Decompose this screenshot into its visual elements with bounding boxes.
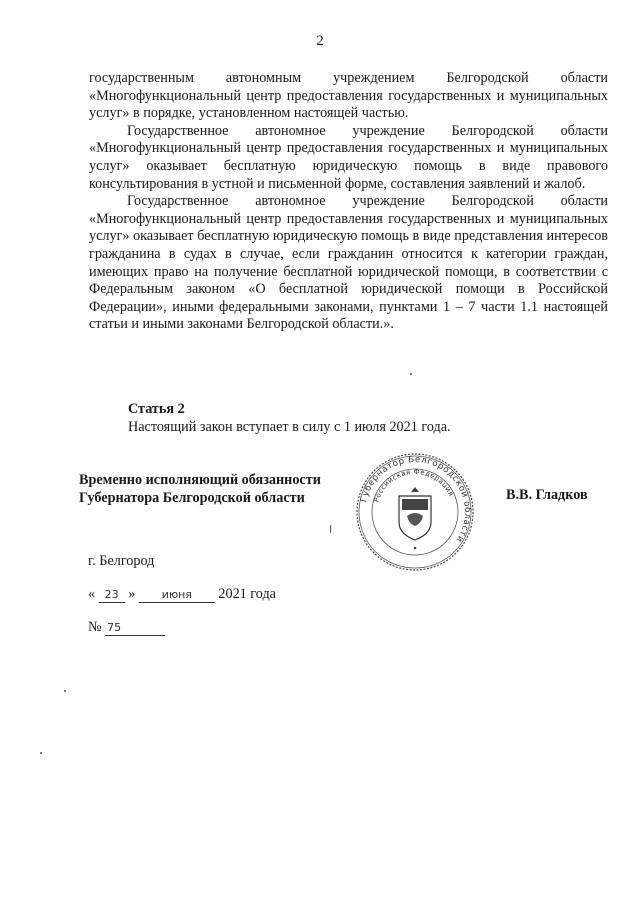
scan-speck: [64, 690, 66, 692]
signing-date: [88, 586, 276, 603]
place-of-signing: г. Белгород: [88, 553, 155, 569]
date-month: июня: [139, 588, 215, 603]
scan-speck: [330, 525, 331, 533]
date-close-quote: »: [128, 586, 136, 602]
seal-outer-text: Губернатор Белгородской области: [359, 454, 473, 545]
date-year: 2021 года: [218, 586, 276, 602]
article-title: Статья 2: [128, 401, 185, 417]
article-2: [128, 400, 608, 436]
position-line-2: Губернатора Белгородской области: [79, 490, 305, 506]
signatory-name: В.В. Гладков: [506, 487, 588, 503]
signatory-position: [79, 471, 349, 507]
date-day: 23: [99, 588, 125, 603]
scan-speck: [40, 752, 42, 754]
date-open-quote: «: [88, 586, 96, 602]
law-body: [89, 70, 608, 334]
position-line-1: Временно исполняющий обязанности: [79, 472, 321, 488]
number-sign: №: [88, 619, 102, 635]
official-seal: [355, 452, 475, 572]
number-value: 75: [105, 621, 165, 636]
document-number: [88, 619, 165, 636]
article-text: Настоящий закон вступает в силу с 1 июля 2021 года.: [128, 419, 451, 435]
paragraph-3: Государственное автономное учреждение Белгородской области «Многофункциональный центр предоставления государственных и муниципальных услуг» оказывает бесплатную юридическую помощь в виде представления интересов гражданина в судах в случае, если гражданин относится к категории граждан, имеющих право на получение бесплатной юридической помощи, в соответствии с Федеральным законом «О бесплатной юридической помощи в Российской Федерации», иными федеральными законами, пунктами 1 – 7 части 1.1 настоящей статьи и иными законами Белгородской области.».: [89, 193, 608, 333]
coat-of-arms-icon: [399, 487, 431, 549]
seal-inner-text: Российская Федерация: [372, 467, 456, 504]
page-number: 2: [316, 33, 324, 49]
paragraph-2: Государственное автономное учреждение Белгородской области «Многофункциональный центр предоставления государственных и муниципальных услуг» оказывает бесплатную юридическую помощь в виде правового консультирования в устной и письменной форме, составления заявлений и жалоб.: [89, 122, 608, 192]
paragraph-1: государственным автономным учреждением Белгородской области «Многофункциональный центр предоставления государственных и муниципальных услуг» в порядке, установленном настоящей частью.: [89, 70, 608, 122]
scan-speck: [410, 373, 412, 375]
